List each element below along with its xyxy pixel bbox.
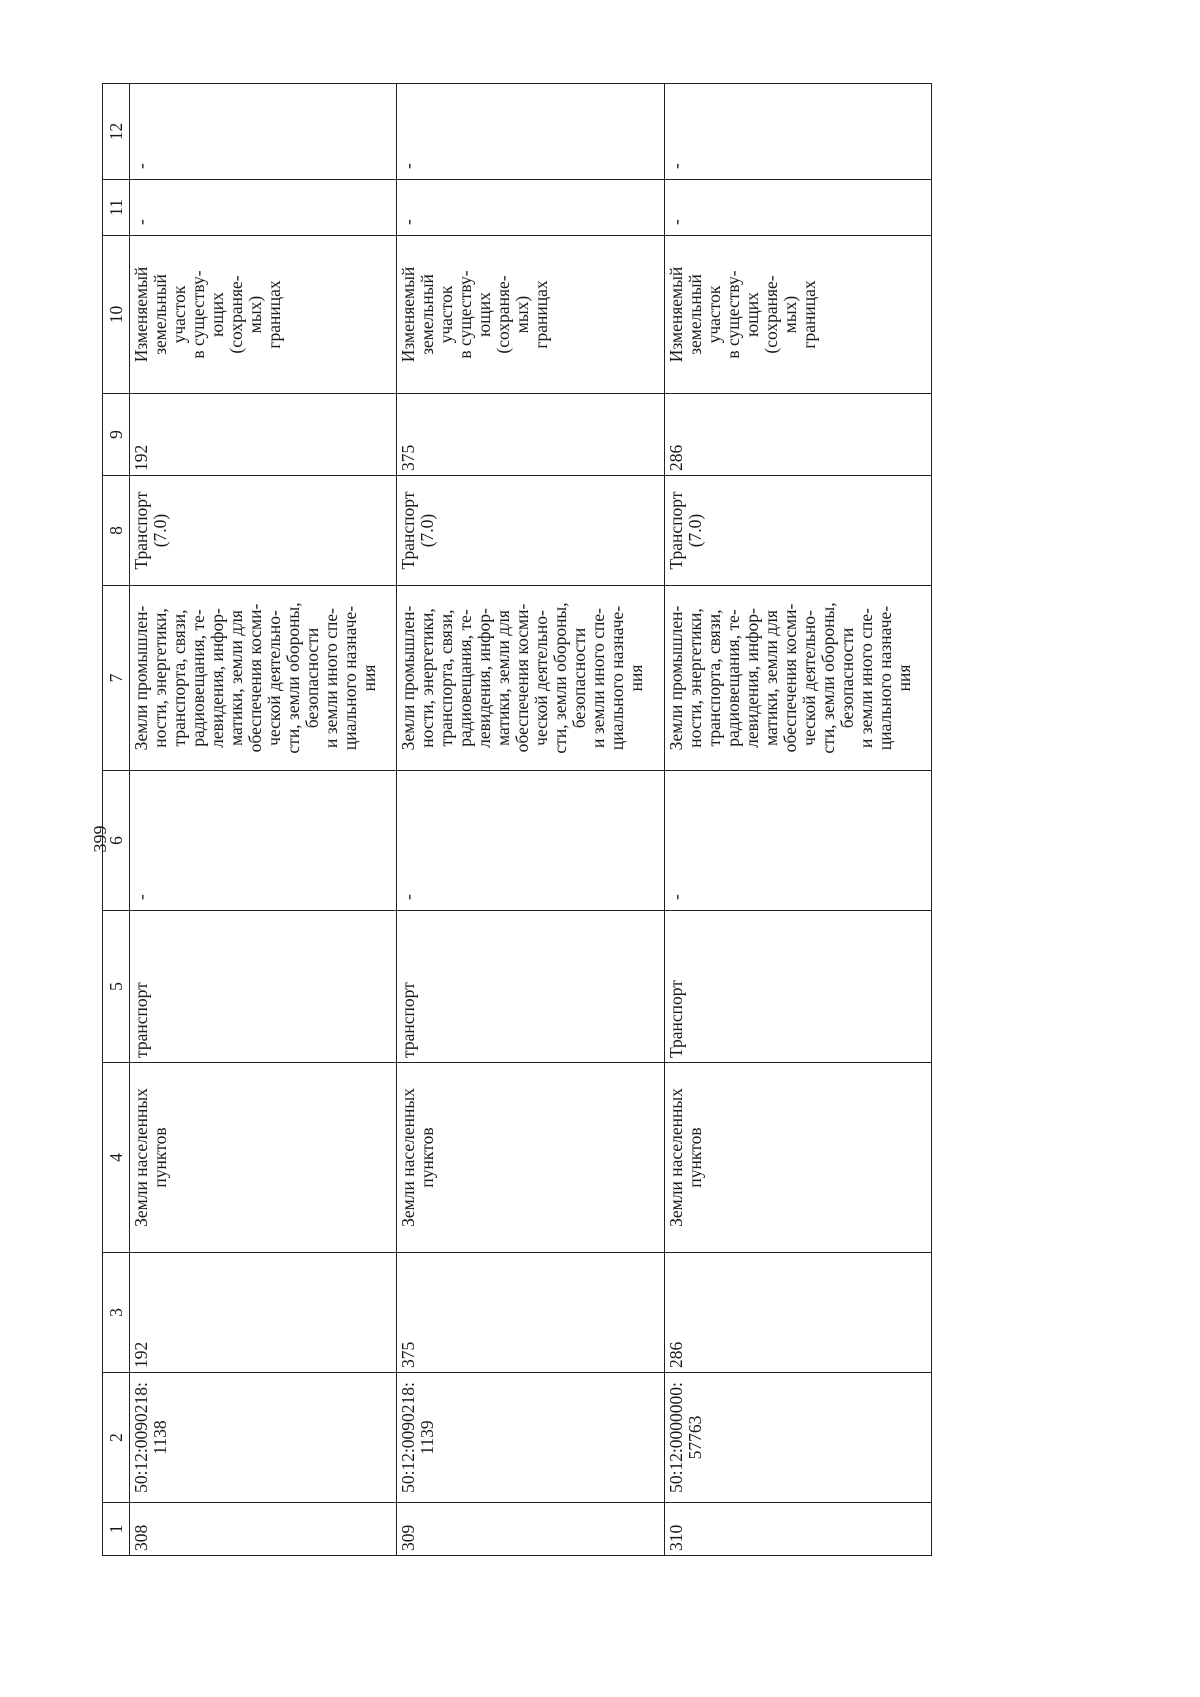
area-value: 375 xyxy=(397,1253,664,1373)
table-row xyxy=(130,84,397,1556)
planned-use: Транспорт (7.0) xyxy=(130,476,397,586)
column-header-5: 5 xyxy=(103,911,130,1063)
dash-text: - xyxy=(131,219,151,225)
dash-value xyxy=(130,771,397,911)
dash-value xyxy=(397,771,664,911)
dash-value xyxy=(397,84,664,180)
dash-text: - xyxy=(131,163,151,169)
row-number: 308 xyxy=(130,1503,397,1556)
row-number: 310 xyxy=(664,1503,931,1556)
permitted-use: транспорт xyxy=(397,911,664,1063)
dash-value xyxy=(664,180,931,236)
land-category: Земли населенных пунктов xyxy=(664,1063,931,1253)
dash-text: - xyxy=(398,894,419,900)
column-header-8: 8 xyxy=(103,476,130,586)
dash-text: - xyxy=(131,894,151,900)
table-row xyxy=(397,84,664,1556)
header-row xyxy=(103,84,130,1556)
column-header-4: 4 xyxy=(103,1063,130,1253)
dash-text: - xyxy=(665,219,686,225)
area-value: 286 xyxy=(664,1253,931,1373)
cadastral-number: 50:12:0090218: 1138 xyxy=(130,1373,397,1503)
land-category: Земли населенных пунктов xyxy=(130,1063,397,1253)
planned-use: Транспорт (7.0) xyxy=(397,476,664,586)
planned-use: Транспорт (7.0) xyxy=(664,476,931,586)
dash-text: - xyxy=(665,163,686,169)
table-row xyxy=(664,84,931,1556)
planned-land-category: Земли промышлен- ности, энергетики, транспорта, связи, радиовещания, те- левидения, инфор- матики, земли для обеспечения косми- ческой деятельно- сти, земли обороны, безопасности и земли иного спе- циального назначе- ния xyxy=(664,586,931,771)
dash-value xyxy=(130,180,397,236)
column-header-7: 7 xyxy=(103,586,130,771)
row-number: 309 xyxy=(397,1503,664,1556)
column-header-6: 6 xyxy=(103,771,130,911)
rotated-table-container xyxy=(102,84,932,1556)
dash-text: - xyxy=(665,894,686,900)
dash-value xyxy=(664,84,931,180)
land-category: Земли населенных пунктов xyxy=(397,1063,664,1253)
plot-status: Изменяемый земельный участок в существу- ющих (сохраняе- мых) границах xyxy=(397,236,664,394)
cadastral-number: 50:12:0090218: 1139 xyxy=(397,1373,664,1503)
column-header-3: 3 xyxy=(103,1253,130,1373)
area-value: 192 xyxy=(130,1253,397,1373)
column-header-11: 11 xyxy=(103,180,130,236)
column-header-2: 2 xyxy=(103,1373,130,1503)
cadastral-number: 50:12:0000000: 57763 xyxy=(664,1373,931,1503)
land-plots-table xyxy=(102,83,932,1556)
dash-text: - xyxy=(398,163,419,169)
dash-value xyxy=(397,180,664,236)
dash-value xyxy=(130,84,397,180)
plot-status: Изменяемый земельный участок в существу- ющих (сохраняе- мых) границах xyxy=(130,236,397,394)
dash-value xyxy=(664,771,931,911)
column-header-10: 10 xyxy=(103,236,130,394)
dash-text: - xyxy=(398,219,419,225)
page-number: 399 xyxy=(90,825,110,853)
planned-area: 192 xyxy=(130,394,397,476)
planned-land-category: Земли промышлен- ности, энергетики, транспорта, связи, радиовещания, те- левидения, инфор- матики, земли для обеспечения косми- ческой деятельно- сти, земли обороны, безопасности и земли иного спе- циального назначе- ния xyxy=(397,586,664,771)
planned-area: 286 xyxy=(664,394,931,476)
column-header-1: 1 xyxy=(103,1503,130,1556)
permitted-use: Транспорт xyxy=(664,911,931,1063)
planned-area: 375 xyxy=(397,394,664,476)
column-header-9: 9 xyxy=(103,394,130,476)
permitted-use: транспорт xyxy=(130,911,397,1063)
plot-status: Изменяемый земельный участок в существу- ющих (сохраняе- мых) границах xyxy=(664,236,931,394)
column-header-12: 12 xyxy=(103,84,130,180)
planned-land-category: Земли промышлен- ности, энергетики, транспорта, связи, радиовещания, те- левидения, инфор- матики, земли для обеспечения косми- ческой деятельно- сти, земли обороны, безопасности и земли иного спе- циального назначе- ния xyxy=(130,586,397,771)
